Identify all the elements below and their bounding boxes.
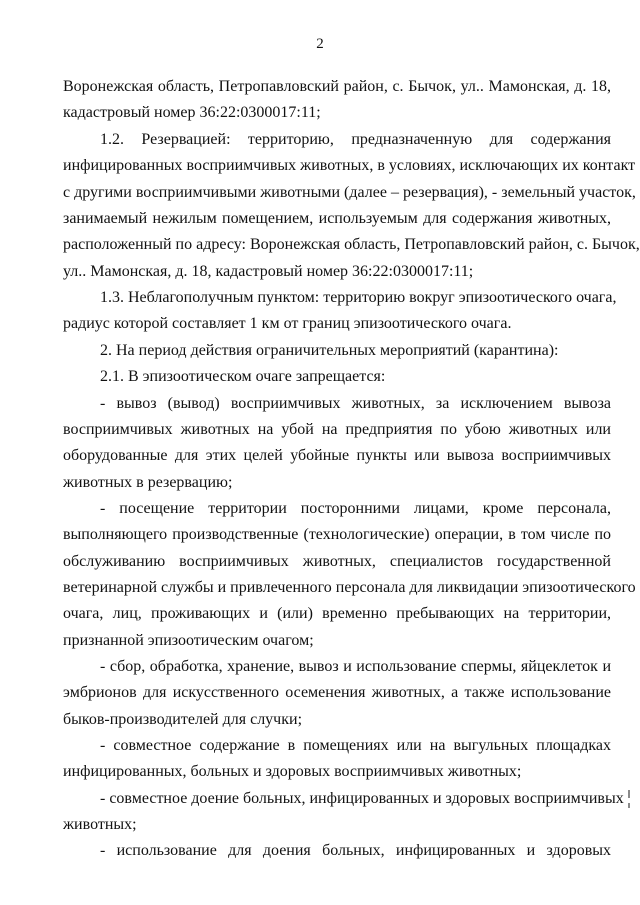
text-line: ветеринарной службы и привлеченного персонала для ликвидации эпизоотического (63, 579, 636, 596)
text-line: очага, лиц, проживающих и (или) временно пребывающих на территории, (63, 605, 611, 622)
text-line: расположенный по адресу: Воронежская область, Петропавловский район, с. Бычок, (63, 236, 640, 253)
text-line: эмбрионов для искусственного осеменения животных, а также использование (63, 684, 611, 701)
list-item-start-line: - совместное доение больных, инфицированных и здоровых восприимчивых (100, 790, 624, 807)
subsection-heading: 2.1. В эпизоотическом очаге запрещается: (100, 368, 386, 385)
text-line: оборудованные для этих целей убойные пункты или вывоза восприимчивых (63, 447, 611, 464)
list-item-start-line: - сбор, обработка, хранение, вывоз и использование спермы, яйцеклеток и (100, 658, 611, 675)
text-line: инфицированных, больных и здоровых восприимчивых животных; (63, 763, 522, 780)
text-line: восприимчивых животных на убой на предприятия по убою животных или (63, 421, 611, 438)
text-line: быков-производителей для случки; (63, 711, 303, 728)
text-line: радиус которой составляет 1 км от границ эпизоотического очага. (63, 315, 512, 332)
scan-artifact-mark (628, 790, 630, 798)
text-line: признанной эпизоотическим очагом; (63, 632, 314, 649)
text-line: кадастровый номер 36:22:0300017:11; (63, 104, 321, 121)
paragraph-start-line: 1.2. Резервацией: территорию, предназначенную для содержания (100, 131, 611, 148)
page-number: 2 (316, 36, 324, 52)
paragraph-start-line: 1.3. Неблагополучным пунктом: территорию вокруг эпизоотического очага, (100, 289, 617, 306)
text-line: инфицированных восприимчивых животных, в условиях, исключающих их контакт (63, 157, 636, 174)
list-item-start-line: - посещение территории посторонними лицами, кроме персонала, (100, 500, 611, 517)
text-line: ул.. Мамонская, д. 18, кадастровый номер 36:22:0300017:11; (63, 263, 474, 280)
text-line: выполняющего производственные (технологические) операции, в том числе по (63, 526, 611, 543)
text-line: животных в резервацию; (63, 474, 233, 491)
scan-artifact-mark (628, 803, 630, 808)
list-item-start-line: - совместное содержание в помещениях или на выгульных площадках (100, 737, 611, 754)
text-line: обслуживанию восприимчивых животных, специалистов государственной (63, 553, 611, 570)
list-item-start-line: - вывоз (вывод) восприимчивых животных, за исключением вывоза (100, 395, 611, 412)
text-line: Воронежская область, Петропавловский район, с. Бычок, ул.. Мамонская, д. 18, (63, 78, 611, 95)
text-line: занимаемый нежилым помещением, используемым для содержания животных, (63, 210, 611, 227)
section-heading: 2. На период действия ограничительных мероприятий (карантина): (100, 342, 559, 359)
text-line: животных; (63, 816, 137, 833)
text-line: с другими восприимчивыми животными (далее – резервация), - земельный участок, (63, 184, 636, 201)
list-item-start-line: - использование для доения больных, инфицированных и здоровых (100, 842, 611, 859)
